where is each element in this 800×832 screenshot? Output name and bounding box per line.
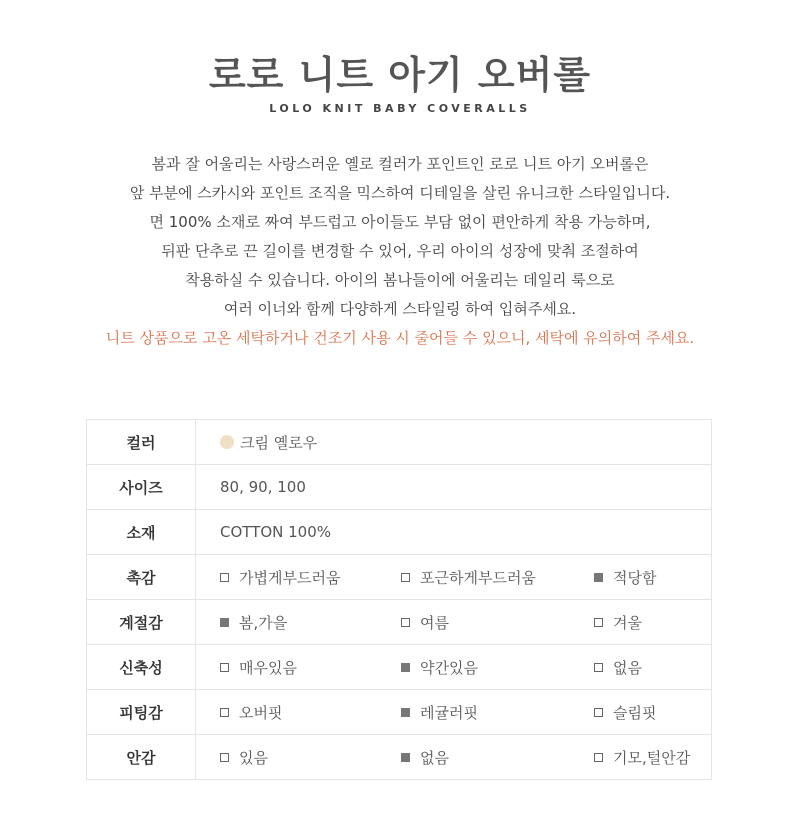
- spec-label: 계절감: [87, 600, 196, 645]
- spec-option: [401, 657, 594, 678]
- spec-option: [401, 612, 594, 633]
- spec-option-label: 없음: [613, 658, 642, 677]
- spec-row-size: [87, 465, 712, 510]
- color-swatch-icon: [220, 435, 234, 449]
- spec-label: 피팅감: [87, 690, 196, 735]
- spec-options: [196, 735, 712, 780]
- unchecked-box-icon: [594, 663, 603, 672]
- spec-label: 촉감: [87, 555, 196, 600]
- spec-table: [86, 419, 712, 780]
- spec-options: [196, 555, 712, 600]
- spec-value: 80, 90, 100: [196, 465, 712, 510]
- spec-row-option: [87, 690, 712, 735]
- description-line: 앞 부분에 스카시와 포인트 조직을 믹스하여 디테일을 살린 유니크한 스타일입니다.: [129, 184, 671, 202]
- spec-option: [220, 567, 401, 588]
- spec-option-label: 오버핏: [239, 703, 283, 722]
- description-line: 뒤판 단추로 끈 길이를 변경할 수 있어, 우리 아이의 성장에 맞춰 조절하여: [161, 242, 639, 260]
- spec-row-option: [87, 735, 712, 780]
- color-name: 크림 옐로우: [240, 433, 318, 452]
- spec-option-label: 레귤러핏: [420, 703, 478, 722]
- description-line: 여러 이너와 함께 다양하게 스타일링 하여 입혀주세요.: [223, 300, 577, 318]
- checked-box-icon: [401, 663, 410, 672]
- product-description: [0, 150, 800, 353]
- unchecked-box-icon: [594, 708, 603, 717]
- spec-option: [594, 747, 690, 768]
- spec-option: [220, 612, 401, 633]
- spec-option: [594, 702, 656, 723]
- unchecked-box-icon: [401, 618, 410, 627]
- spec-option-label: 약간있음: [420, 658, 478, 677]
- spec-label: 안감: [87, 735, 196, 780]
- spec-value: COTTON 100%: [196, 510, 712, 555]
- checked-box-icon: [594, 573, 603, 582]
- spec-row-option: [87, 600, 712, 645]
- spec-option: [594, 612, 642, 633]
- spec-options: [196, 600, 712, 645]
- spec-option: [220, 702, 401, 723]
- spec-option: [401, 702, 594, 723]
- spec-option: [401, 567, 594, 588]
- unchecked-box-icon: [401, 573, 410, 582]
- spec-option: [594, 567, 656, 588]
- spec-option-label: 슬림핏: [613, 703, 657, 722]
- unchecked-box-icon: [220, 663, 229, 672]
- washing-warning: 니트 상품으로 고온 세탁하거나 건조기 사용 시 줄어들 수 있으니, 세탁에 유의하여 주세요.: [105, 329, 695, 347]
- spec-row-option: [87, 645, 712, 690]
- spec-options: [196, 690, 712, 735]
- spec-option: [594, 657, 642, 678]
- spec-option-label: 겨울: [613, 613, 642, 632]
- spec-option-label: 여름: [420, 613, 449, 632]
- spec-options: [196, 645, 712, 690]
- unchecked-box-icon: [594, 753, 603, 762]
- spec-option-label: 적당함: [613, 568, 657, 587]
- spec-option-label: 기모,털안감: [613, 748, 691, 767]
- spec-option: [220, 747, 401, 768]
- spec-label: 소재: [87, 510, 196, 555]
- unchecked-box-icon: [220, 708, 229, 717]
- spec-option-label: 매우있음: [239, 658, 297, 677]
- spec-option-label: 포근하게부드러움: [420, 568, 536, 587]
- spec-option-label: 봄,가을: [239, 613, 288, 632]
- checked-box-icon: [401, 753, 410, 762]
- spec-label: 컬러: [87, 420, 196, 465]
- spec-option: [401, 747, 594, 768]
- checked-box-icon: [401, 708, 410, 717]
- spec-row-color: [87, 420, 712, 465]
- checked-box-icon: [220, 618, 229, 627]
- unchecked-box-icon: [220, 753, 229, 762]
- spec-label: 신축성: [87, 645, 196, 690]
- product-title: 로로 니트 아기 오버롤: [208, 53, 592, 97]
- description-line: 면 100% 소재로 짜여 부드럽고 아이들도 부담 없이 편안하게 착용 가능하며,: [149, 213, 651, 231]
- unchecked-box-icon: [594, 618, 603, 627]
- spec-option-label: 있음: [239, 748, 268, 767]
- spec-label: 사이즈: [87, 465, 196, 510]
- spec-option-label: 없음: [420, 748, 449, 767]
- description-line: 착용하실 수 있습니다. 아이의 봄나들이에 어울리는 데일리 룩으로: [185, 271, 615, 289]
- spec-option-label: 가볍게부드러움: [239, 568, 341, 587]
- spec-row-material: [87, 510, 712, 555]
- product-subtitle: LOLO KNIT BABY COVERALLS: [269, 102, 531, 115]
- description-line: 봄과 잘 어울리는 사랑스러운 옐로 컬러가 포인트인 로로 니트 아기 오버롤은: [151, 155, 649, 173]
- spec-option: [220, 657, 401, 678]
- spec-value: [196, 420, 712, 465]
- unchecked-box-icon: [220, 573, 229, 582]
- spec-row-option: [87, 555, 712, 600]
